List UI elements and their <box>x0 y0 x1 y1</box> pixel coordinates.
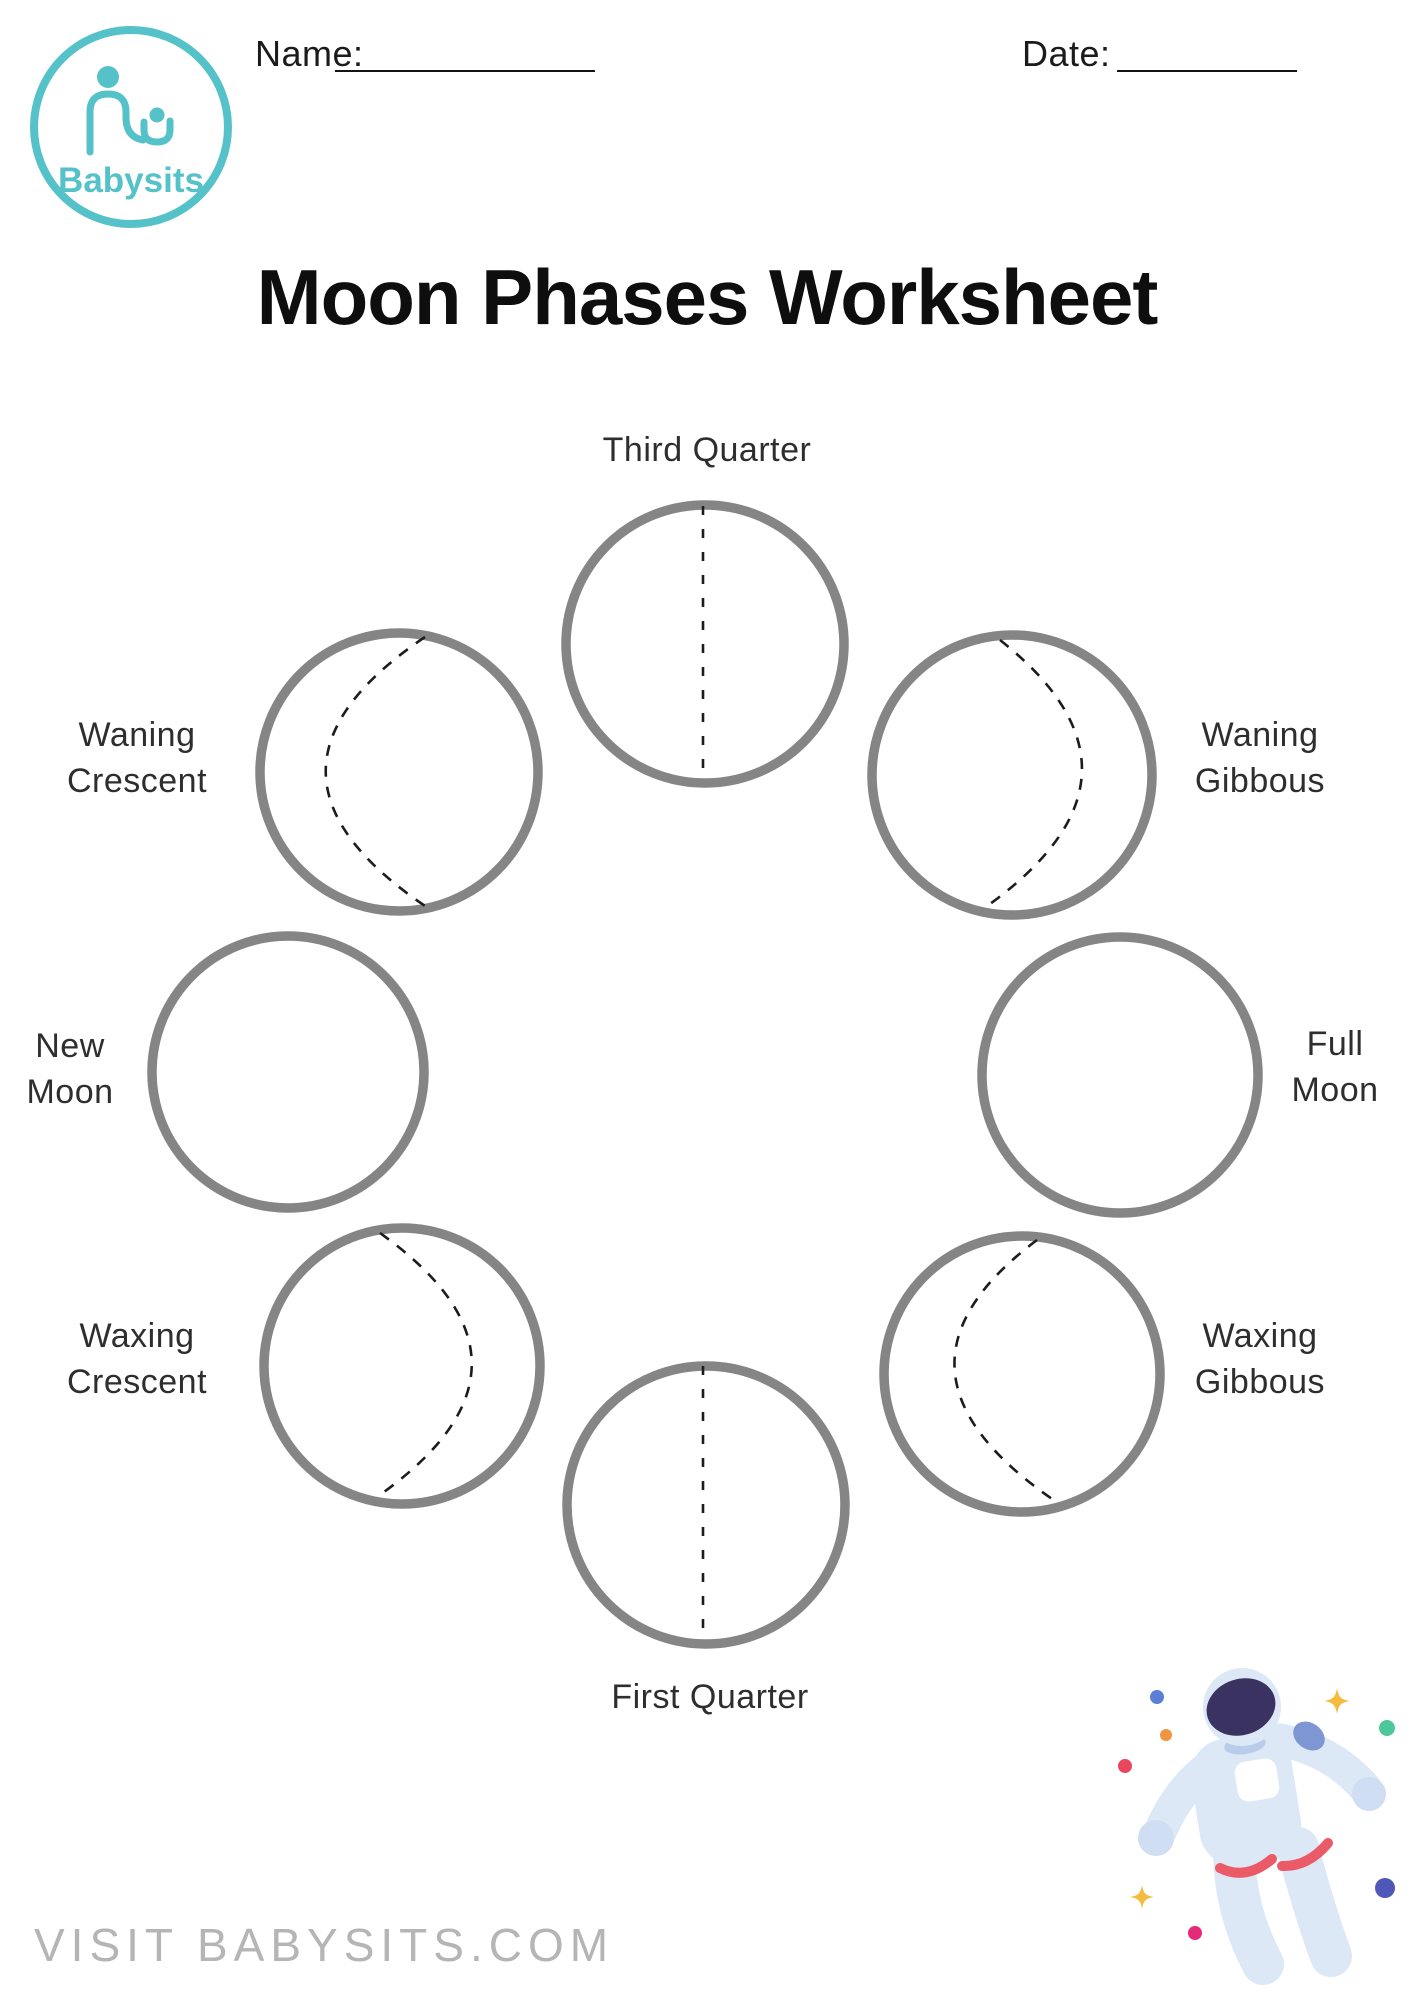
star-dot-red <box>1118 1759 1132 1773</box>
astronaut-figure <box>1138 1668 1386 1964</box>
label-waning-crescent-line1: Waning <box>78 716 196 754</box>
footer-site-text: VISIT BABYSITS.COM <box>34 1919 615 1971</box>
label-new-moon <box>0 1023 160 1115</box>
label-first-quarter <box>460 1674 960 1720</box>
sparkle-icon <box>1130 1885 1154 1909</box>
moon-circle-waxing-crescent <box>264 1228 540 1504</box>
label-waxing-gibbous-line1: Waxing <box>1202 1317 1318 1355</box>
date-label: Date: <box>1022 33 1111 74</box>
star-dot-magenta <box>1188 1926 1202 1940</box>
label-waning-gibbous-line1: Waning <box>1201 716 1319 754</box>
sparkle-icon <box>1324 1688 1350 1714</box>
label-waning-gibbous <box>1140 712 1380 804</box>
moon-circle-waning-gibbous <box>872 635 1152 915</box>
label-third-quarter <box>457 427 957 473</box>
label-third-quarter-text: Third Quarter <box>602 431 812 469</box>
moon-circle-new-moon <box>152 936 424 1208</box>
astronaut-chest-patch <box>1233 1757 1281 1803</box>
label-waning-gibbous-line2: Gibbous <box>1194 762 1326 800</box>
name-label: Name: <box>255 33 364 74</box>
page-title: Moon Phases Worksheet <box>256 253 1158 341</box>
moon-circle-first-quarter <box>567 1366 845 1644</box>
star-dot-green <box>1379 1720 1395 1736</box>
star-dot-orange <box>1160 1729 1172 1741</box>
label-waning-crescent-line2: Crescent <box>66 762 208 800</box>
star-dot-blue <box>1150 1690 1164 1704</box>
terminator-dash-waning-gibbous <box>983 640 1082 909</box>
label-new-moon-line2: Moon <box>26 1073 114 1111</box>
label-waxing-crescent <box>17 1313 257 1405</box>
label-waxing-crescent-line1: Waxing <box>79 1317 195 1355</box>
terminator-dash-waxing-crescent <box>377 1233 472 1497</box>
terminator-dash-waxing-gibbous <box>954 1240 1058 1503</box>
moon-circle-waning-crescent <box>260 633 538 911</box>
label-new-moon-line1: New <box>35 1027 105 1065</box>
moon-circle-full-moon <box>982 937 1258 1213</box>
label-first-quarter-text: First Quarter <box>611 1678 809 1716</box>
astronaut-right-glove <box>1352 1777 1386 1811</box>
moon-circle-third-quarter <box>566 505 844 783</box>
star-dot-indigo <box>1375 1878 1395 1898</box>
label-waning-crescent <box>17 712 257 804</box>
label-full-moon-line1: Full <box>1306 1025 1364 1063</box>
label-full-moon <box>1245 1021 1414 1113</box>
astronaut-illustration <box>1074 1624 1414 2000</box>
label-waxing-gibbous <box>1140 1313 1380 1405</box>
logo-brand-text: Babysits <box>58 161 204 200</box>
moon-circle-waxing-gibbous <box>884 1236 1160 1512</box>
terminator-dash-waning-crescent <box>326 637 428 908</box>
label-full-moon-line2: Moon <box>1291 1071 1379 1109</box>
astronaut-left-glove <box>1138 1820 1174 1856</box>
label-waxing-gibbous-line2: Gibbous <box>1194 1363 1326 1401</box>
label-waxing-crescent-line2: Crescent <box>66 1363 208 1401</box>
